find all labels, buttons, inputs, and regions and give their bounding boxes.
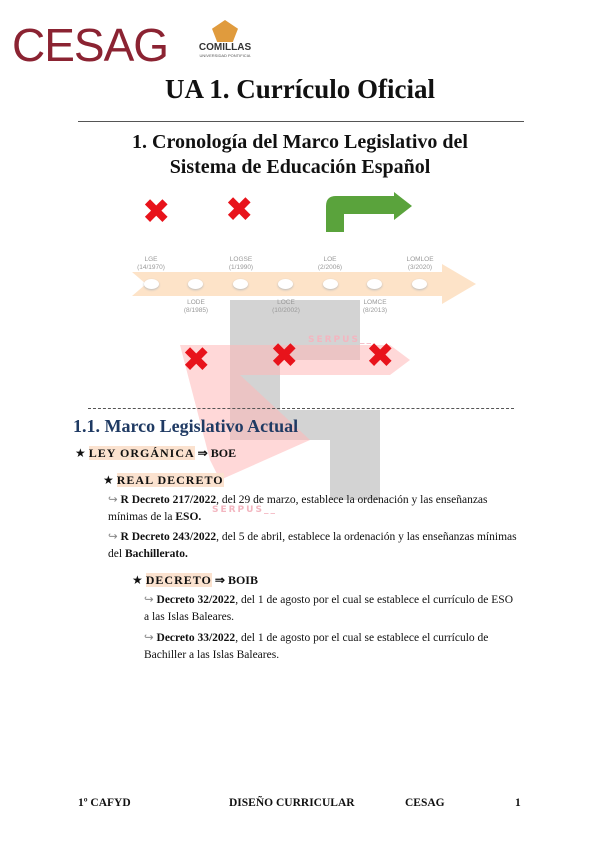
timeline-dot bbox=[412, 279, 427, 289]
timeline-label: LOCE (10/2002) bbox=[272, 299, 300, 314]
timeline-dot bbox=[144, 279, 159, 289]
decreto-label: DECRETO bbox=[145, 573, 212, 587]
timeline-label: LGE (14/1970) bbox=[137, 256, 165, 271]
decreto-entry: ↪ Decreto 33/2022, del 1 de agosto por el cual se establece el currículo de Bachiller a las Islas Baleares. bbox=[144, 632, 489, 661]
decreto-entry: ↪ Decreto 32/2022, del 1 de agosto por el cual se establece el currículo de ESO a las Islas Baleares. bbox=[144, 594, 514, 623]
comillas-logo bbox=[190, 20, 260, 58]
real-decreto-label: REAL DECRETO bbox=[116, 473, 224, 487]
ley-organica-item bbox=[75, 445, 236, 461]
ley-arrow: ⇒ BOE bbox=[197, 446, 237, 460]
real-decreto-entry: ↪ R Decreto 217/2022, del 29 de marzo, establece la ordenación y las enseñanzas mínimas de la ESO. bbox=[108, 494, 488, 523]
footer-school: CESAG bbox=[405, 797, 445, 809]
cross-icon: ✖ bbox=[366, 336, 395, 376]
ley-label: LEY ORGÁNICA bbox=[88, 446, 195, 460]
footer-course: 1º CAFYD bbox=[78, 797, 131, 809]
footer-subject: DISEÑO CURRICULAR bbox=[229, 797, 355, 809]
cross-icon: ✖ bbox=[142, 192, 171, 232]
partner-name: COMILLAS bbox=[198, 42, 252, 53]
star-icon: ★ bbox=[132, 573, 143, 587]
page-title: UA 1. Currículo Oficial bbox=[165, 74, 435, 104]
partner-sub: UNIVERSIDAD PONTIFICIA bbox=[199, 53, 251, 58]
timeline-label: LOMCE (8/2013) bbox=[362, 299, 388, 314]
subsection-heading: 1.1. Marco Legislativo Actual bbox=[73, 416, 299, 436]
cross-icon: ✖ bbox=[182, 340, 211, 380]
timeline-dot bbox=[233, 279, 248, 289]
timeline-dot bbox=[323, 279, 338, 289]
turn-arrow-icon bbox=[322, 192, 414, 232]
timeline-label: LODE (8/1985) bbox=[183, 299, 209, 314]
star-icon: ★ bbox=[75, 446, 86, 460]
page-number: 1 bbox=[515, 797, 521, 809]
cross-icon: ✖ bbox=[225, 190, 254, 230]
crest-icon bbox=[212, 20, 238, 42]
real-decreto-entry: ↪ R Decreto 243/2022, del 5 de abril, establece la ordenación y las enseñanzas mínimas del Bachillerato. bbox=[108, 531, 517, 560]
timeline-dot bbox=[278, 279, 293, 289]
dashed-divider bbox=[88, 408, 514, 409]
star-icon: ★ bbox=[103, 473, 114, 487]
section-heading bbox=[0, 130, 600, 180]
decreto-item bbox=[132, 572, 258, 588]
heading-line-2: Sistema de Educación Español bbox=[169, 156, 431, 178]
watermark-bottom: SERPUS__ bbox=[212, 505, 277, 515]
cross-icon: ✖ bbox=[270, 336, 299, 376]
timeline-label: LOGSE (1/1990) bbox=[228, 256, 254, 271]
decreto-arrow: ⇒ BOIB bbox=[214, 573, 258, 587]
timeline-dot bbox=[188, 279, 203, 289]
divider bbox=[78, 121, 524, 122]
cesag-logo: CESAG bbox=[12, 19, 169, 71]
heading-line-1: 1. Cronología del Marco Legislativo del bbox=[132, 131, 468, 153]
watermark-top: SERPUS__ bbox=[308, 335, 373, 345]
timeline-label: LOE (2/2006) bbox=[317, 256, 343, 271]
timeline-dot bbox=[367, 279, 382, 289]
timeline-label: LOMLOE (3/2020) bbox=[406, 256, 434, 271]
real-decreto-item bbox=[103, 472, 224, 488]
